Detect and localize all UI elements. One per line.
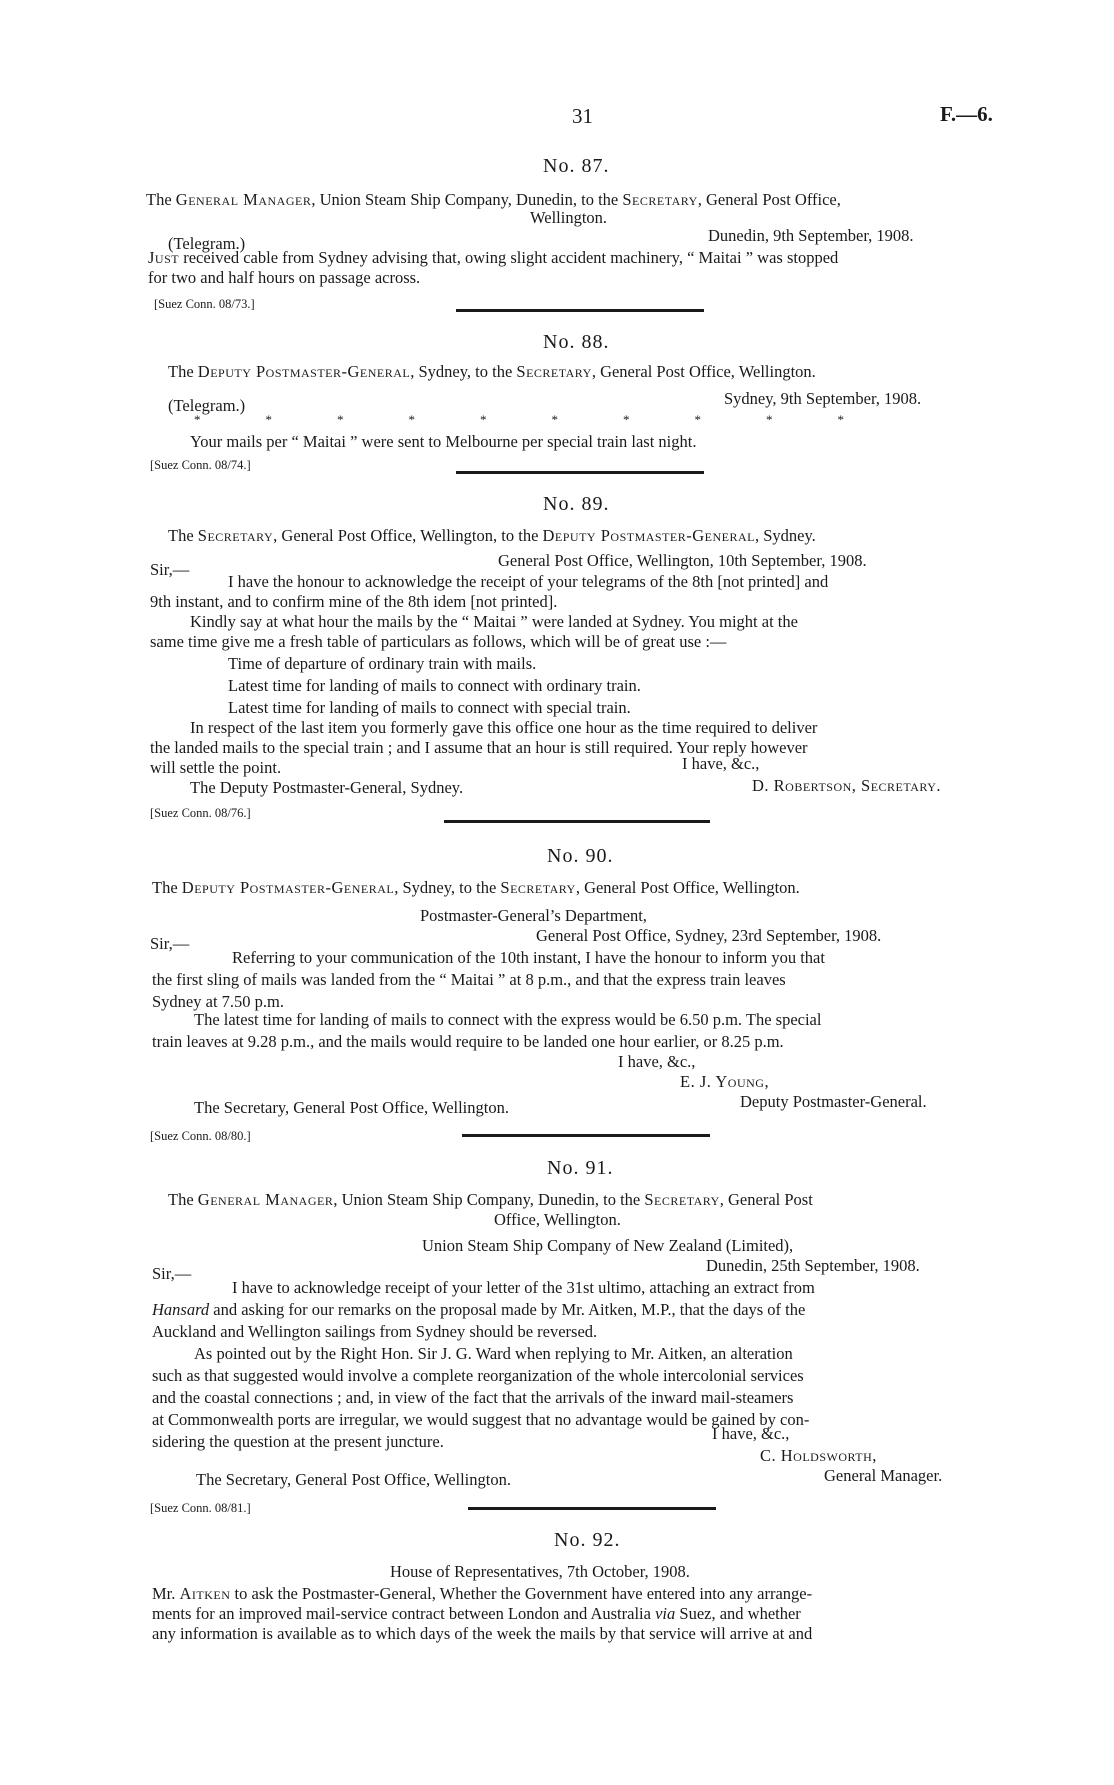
body-line: In respect of the last item you formerly gave this office one hour as the time required to deliver [190,718,818,737]
address-line: The Secretary, General Post Office, Wellington, to the Deputy Postmaster-General, Sydney. [168,526,816,545]
body-line: The latest time for landing of mails to connect with the express would be 6.50 p.m. The special [194,1010,822,1029]
body-line: train leaves at 9.28 p.m., and the mails would require to be landed one hour earlier, or 8.25 p.m. [152,1032,784,1051]
place-date: House of Representatives, 7th October, 1908. [390,1562,690,1581]
body-line: I have the honour to acknowledge the receipt of your telegrams of the 8th [not printed] and [228,572,829,591]
section-heading: No. 88. [543,331,610,353]
salutation: Sir,— [152,1264,192,1283]
section-divider [456,471,704,474]
body-line: at Commonwealth ports are irregular, we would suggest that no advantage would be gained by con- [152,1410,810,1429]
body-line: Sydney at 7.50 p.m. [152,992,284,1011]
section-divider [468,1507,716,1510]
list-item: Latest time for landing of mails to connect with special train. [228,698,631,717]
section-heading: No. 92. [554,1529,621,1551]
closing: I have, &c., [712,1424,790,1443]
place-date: Dunedin, 25th September, 1908. [706,1256,920,1275]
reference: [Suez Conn. 08/81.] [150,1501,251,1515]
addressee: The Secretary, General Post Office, Wellington. [194,1098,509,1117]
addressee: The Secretary, General Post Office, Wellington. [196,1470,511,1489]
place-date: Sydney, 9th September, 1908. [724,389,922,408]
address-line: The General Manager, Union Steam Ship Company, Dunedin, to the Secretary, General Post [168,1190,813,1209]
body-line: and the coastal connections ; and, in view of the fact that the arrivals of the inward mail-steamers [152,1388,794,1407]
list-item: Time of departure of ordinary train with mails. [228,654,537,673]
section-divider [462,1134,710,1137]
company: Union Steam Ship Company of New Zealand (Limited), [422,1236,794,1255]
section-heading: No. 91. [547,1157,614,1179]
address-line-2: Wellington. [530,208,608,227]
address-line: The General Manager, Union Steam Ship Company, Dunedin, to the Secretary, General Post Office, [146,190,841,209]
body-line: ments for an improved mail-service contract between London and Australia via Suez, and whether [152,1604,801,1623]
section-heading: No. 89. [543,493,610,515]
address-line: The Deputy Postmaster-General, Sydney, to the Secretary, General Post Office, Wellington. [152,878,800,897]
body-line: will settle the point. [150,758,282,777]
signature: E. J. Young, [680,1072,770,1091]
body-line: Your mails per “ Maitai ” were sent to Melbourne per special train last night. [190,432,697,451]
body-line: Just received cable from Sydney advising that, owing slight accident machinery, “ Maitai ” was stopped [148,248,839,267]
signature: C. Holdsworth, [760,1446,877,1465]
body-line: the landed mails to the special train ; and I assume that an hour is still required. Your reply however [150,738,808,757]
section-heading: No. 87. [543,155,610,177]
salutation: Sir,— [150,934,190,953]
body-line: I have to acknowledge receipt of your letter of the 31st ultimo, attaching an extract from [232,1278,815,1297]
section-divider [444,820,710,823]
reference: [Suez Conn. 08/73.] [154,297,255,311]
addressee: The Deputy Postmaster-General, Sydney. [190,778,464,797]
place-date: General Post Office, Wellington, 10th September, 1908. [498,551,867,570]
list-item: Latest time for landing of mails to connect with ordinary train. [228,676,641,695]
telegram-label: (Telegram.) [168,234,246,253]
body-line: Referring to your communication of the 10th instant, I have the honour to inform you that [232,948,825,967]
place-date: General Post Office, Sydney, 23rd September, 1908. [536,926,882,945]
reference: [Suez Conn. 08/74.] [150,458,251,472]
body-line: Kindly say at what hour the mails by the “ Maitai ” were landed at Sydney. You might at the [190,612,798,631]
body-line: Mr. Aitken to ask the Postmaster-General, Whether the Government have entered into any arrange- [152,1584,813,1603]
closing: I have, &c., [618,1052,696,1071]
salutation: Sir,— [150,560,190,579]
page-number: 31 [572,104,593,128]
reference: [Suez Conn. 08/80.] [150,1129,251,1143]
signature-title: General Manager. [824,1466,943,1485]
body-line: As pointed out by the Right Hon. Sir J. G. Ward when replying to Mr. Aitken, an alteration [194,1344,793,1363]
asterisk-ellipsis: * * * * * * * * * * [194,412,844,427]
body-line: for two and half hours on passage across. [148,268,421,287]
signature-title: Deputy Postmaster-General. [740,1092,927,1111]
telegram-label: (Telegram.) [168,396,246,415]
reference: [Suez Conn. 08/76.] [150,806,251,820]
address-line-2: Office, Wellington. [494,1210,621,1229]
body-line: 9th instant, and to confirm mine of the 8th idem [not printed]. [150,592,558,611]
body-line: such as that suggested would involve a complete reorganization of the whole intercolonial services [152,1366,804,1385]
body-line: same time give me a fresh table of particulars as follows, which will be of great use :— [150,632,727,651]
body-line: sidering the question at the present juncture. [152,1432,444,1451]
body-line: Auckland and Wellington sailings from Sydney should be reversed. [152,1322,598,1341]
series-number: F.—6. [940,102,993,126]
body-line: Hansard and asking for our remarks on the proposal made by Mr. Aitken, M.P., that the days of the [152,1300,806,1319]
address-line: The Deputy Postmaster-General, Sydney, to the Secretary, General Post Office, Wellington. [168,362,816,381]
body-line: the first sling of mails was landed from the “ Maitai ” at 8 p.m., and that the express train leaves [152,970,786,989]
place-date: Dunedin, 9th September, 1908. [708,226,914,245]
body-line: any information is available as to which days of the week the mails by that service will arrive at and [152,1624,813,1643]
section-divider [456,309,704,312]
signature: D. Robertson, Secretary. [752,776,942,795]
department: Postmaster-General’s Department, [420,906,647,925]
section-heading: No. 90. [547,845,614,867]
closing: I have, &c., [682,754,760,773]
